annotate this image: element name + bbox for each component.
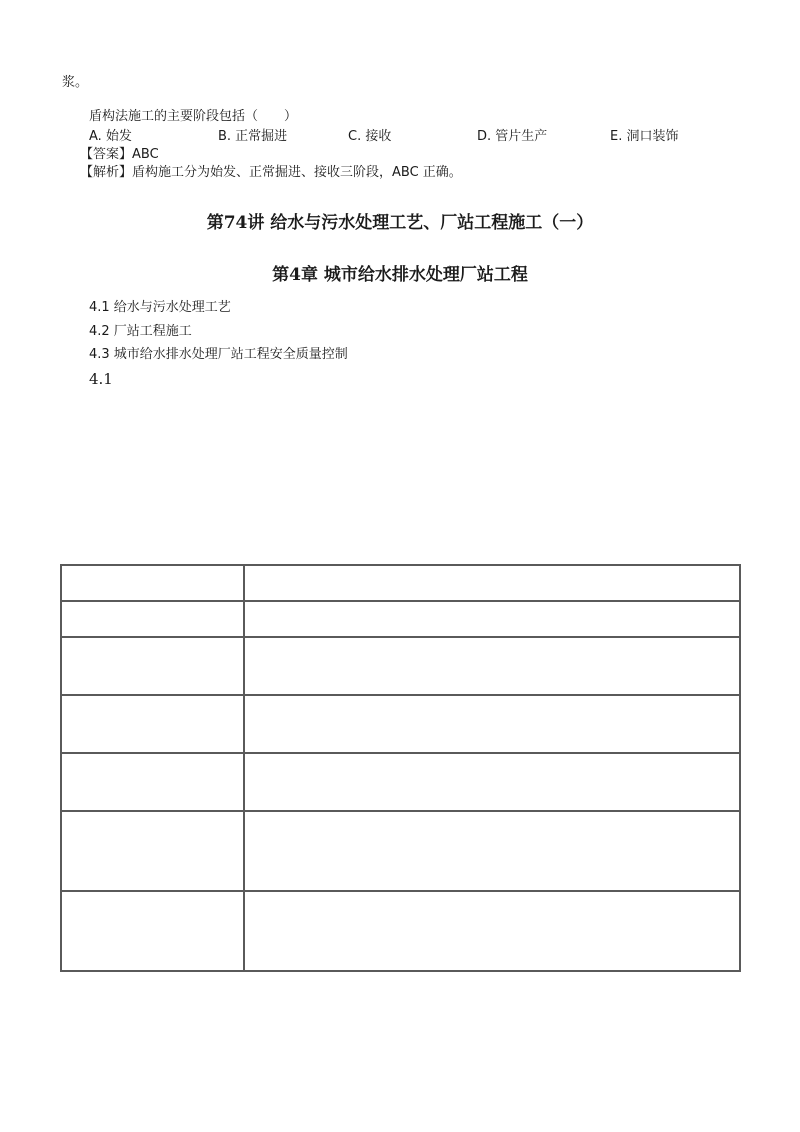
table-row [61, 565, 740, 601]
table-cell [61, 753, 244, 811]
table-row [61, 891, 740, 971]
table-cell [244, 565, 740, 601]
toc-item: 4.3 城市给水排水处理厂站工程安全质量控制 [89, 347, 348, 362]
answer-label: 【答案】 [80, 147, 133, 162]
option-b: B. 正常掘进 [218, 129, 288, 144]
analysis-text: 盾构施工分为始发、正常掘进、接收三阶段，ABC 正确。 [132, 165, 462, 180]
table-cell [244, 811, 740, 891]
section-number: 4.1 [89, 370, 113, 388]
analysis-line [80, 164, 462, 182]
option-a: A. 始发 [89, 129, 132, 144]
option-d: D. 管片生产 [477, 129, 548, 144]
table-cell [61, 811, 244, 891]
table-cell [244, 695, 740, 753]
option-c: C. 接收 [348, 129, 392, 144]
table-row [61, 637, 740, 695]
blank-table [60, 564, 741, 972]
table-row [61, 753, 740, 811]
table-cell [244, 891, 740, 971]
answer-line [80, 146, 159, 164]
table-cell [61, 565, 244, 601]
table-cell [61, 601, 244, 637]
table-row [61, 601, 740, 637]
chapter-title: 第4章 城市给水排水处理厂站工程 [272, 265, 528, 285]
analysis-label: 【解析】 [80, 165, 133, 180]
answer-value: ABC [132, 147, 159, 162]
lecture-title: 第74讲 给水与污水处理工艺、厂站工程施工（一） [206, 213, 594, 233]
table-cell [61, 695, 244, 753]
table-cell [244, 753, 740, 811]
table-cell [61, 891, 244, 971]
option-e: E. 洞口装饰 [610, 129, 679, 144]
table-cell [244, 601, 740, 637]
table-cell [61, 637, 244, 695]
table-row [61, 695, 740, 753]
question-stem: 盾构法施工的主要阶段包括（ ） [89, 109, 298, 124]
table-cell [244, 637, 740, 695]
top-fragment-text: 浆。 [62, 75, 89, 90]
table-row [61, 811, 740, 891]
toc-item: 4.2 厂站工程施工 [89, 324, 192, 339]
toc-item: 4.1 给水与污水处理工艺 [89, 300, 231, 315]
